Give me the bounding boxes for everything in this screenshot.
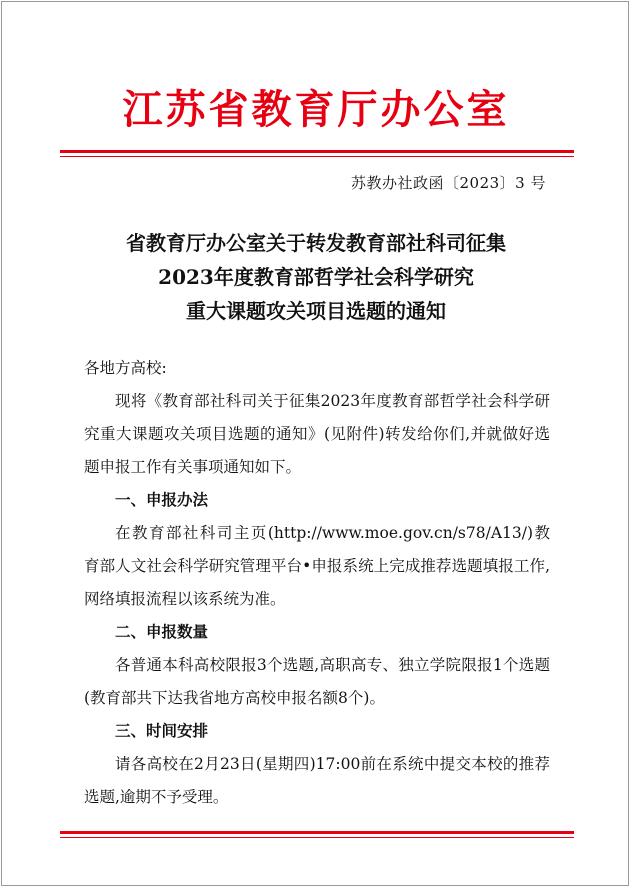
footer-rule-thick bbox=[60, 831, 574, 834]
org-title: 江苏省教育厅办公室 bbox=[122, 86, 510, 133]
document-number: 苏教办社政函〔2023〕3 号 bbox=[351, 174, 546, 192]
section-heading-application-method: 一、申报办法 bbox=[115, 491, 209, 509]
title-line-1: 省教育厅办公室关于转发教育部社科司征集 bbox=[126, 231, 506, 255]
section-text-schedule: 请各高校在2月23日(星期四)17:00前在系统中提交本校的推荐选题,逾期不予受理。 bbox=[84, 755, 550, 806]
footer-rule-thin bbox=[60, 837, 574, 838]
document-title bbox=[0, 226, 632, 328]
section-heading-schedule: 三、时间安排 bbox=[115, 722, 209, 740]
salutation: 各地方高校: bbox=[84, 359, 167, 377]
title-line-2: 2023年度教育部哲学社会科学研究 bbox=[158, 265, 474, 289]
document-body bbox=[84, 352, 550, 814]
section-text-application-method: 在教育部社科司主页(http://www.moe.gov.cn/s78/A13/)教育部人文社会科学研究管理平台•申报系统上完成推荐选题填报工作,网络填报流程以该系统为准。 bbox=[84, 524, 550, 608]
section-heading-quota: 二、申报数量 bbox=[115, 623, 209, 641]
header-rule-thick bbox=[60, 150, 574, 153]
section-text-quota: 各普通本科高校限报3个选题,高职高专、独立学院限报1个选题(教育部共下达我省地方高校申报名额8个)。 bbox=[84, 656, 550, 707]
header-rule-thin bbox=[60, 156, 574, 157]
title-line-3: 重大课题攻关项目选题的通知 bbox=[186, 299, 446, 323]
intro-paragraph: 现将《教育部社科司关于征集2023年度教育部哲学社会科学研究重大课题攻关项目选题的通知》(见附件)转发给你们,并就做好选题申报工作有关事项通知如下。 bbox=[84, 392, 550, 476]
